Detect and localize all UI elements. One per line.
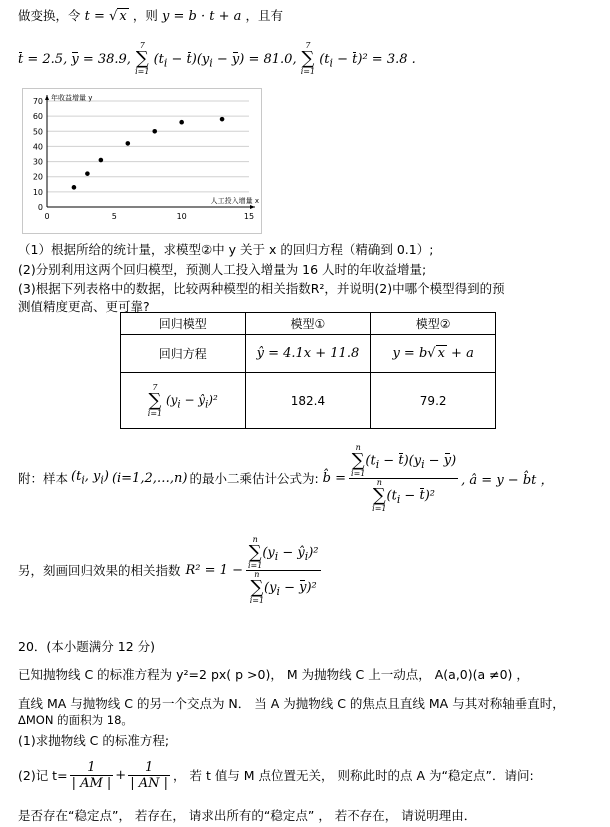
sum2-body: $(t_i - t)^2 = 3.8$ . bbox=[319, 51, 416, 70]
y-tick-label: 10 bbox=[32, 187, 43, 197]
x-tick-label: 15 bbox=[243, 212, 255, 221]
model1-residual: 182.4 bbox=[245, 373, 371, 429]
r2-formula: 另，刻画回归效果的相关指数 R² = 1 − n ∑ i=1 ($y_i$ − $ŷ_i)^2$ n ∑ i=1 $(y_i - y)^2$ bbox=[18, 534, 319, 605]
problem20-p5: (2)记 t= $\frac{1}{| AM |}$ + $\frac{1}{| AN |}$ ， 若 t 值与 M 点位置无关， 则称此时的点 A 为“稳定点”．请问: bbox=[18, 759, 534, 791]
y-tick-label: 0 bbox=[37, 203, 43, 212]
y-tick-label: 60 bbox=[32, 112, 43, 122]
problem20-p2: 直线 MA 与抛物线 C 的另一个交点为 N． 当 A 为抛物线 C 的焦点且直线 MA 与其对称轴垂直时， bbox=[18, 696, 565, 711]
model2-equation: y = b√ x + a bbox=[371, 335, 496, 373]
header-model1: 模型① bbox=[245, 313, 371, 335]
intro-mid: ，则 bbox=[132, 8, 158, 23]
r2-fraction: n ∑ i=1 ($y_i$ − $ŷ_i)^2$ n ∑ i=1 $(y_i - y)^2$ bbox=[247, 534, 319, 605]
x-tick-label: 10 bbox=[176, 212, 187, 221]
question-1: （1）根据所给的统计量，求模型②中 y 关于 x 的回归方程（精确到 0.1）; bbox=[18, 242, 434, 257]
stats-line bbox=[18, 42, 416, 76]
problem20-p3: ΔMON 的面积为 18。 bbox=[18, 713, 133, 727]
y-tick-label: 20 bbox=[32, 172, 43, 182]
question-3b: 测值精度更高、更可靠? bbox=[18, 299, 150, 314]
problem20-p6: 是否存在“稳定点”， 若存在， 请求出所有的“稳定点” ， 若不存在， 请说明理由． bbox=[18, 808, 477, 823]
data-point bbox=[179, 120, 184, 125]
sqrt-x: √ x bbox=[109, 9, 127, 24]
row-residual-label: 7 ∑ i=1 ($y_i$ − $ŷ_i)^2$ bbox=[121, 373, 246, 429]
bhat-fraction: n ∑ i=1 $(t_i - t)(y_i - y)$ n ∑ i=1 $(t_i - t)^2$ bbox=[351, 442, 457, 513]
header-model: 回归模型 bbox=[121, 313, 246, 335]
x-tick-label: 0 bbox=[44, 212, 50, 221]
least-squares-note: 附：样本 ($t_i$, $y_i$) (i=1,2,…,n) 的最小二乘估计公式为: b̂ = n ∑ i=1 $(t_i - t)(y_i - y)$ n ∑ i=1 $(t_i - t)^2$ , â = y − b̂t ， bbox=[18, 442, 554, 513]
x-axis-arrow bbox=[250, 205, 255, 209]
sum2: 7 ∑ i=1 bbox=[300, 41, 316, 76]
data-point bbox=[99, 158, 104, 163]
var-t: t bbox=[84, 9, 90, 24]
y-axis-label: 年收益增量 y bbox=[51, 94, 93, 102]
row-equation-label: 回归方程 bbox=[121, 335, 246, 373]
ybar-stat: y = 38.9, bbox=[71, 51, 131, 67]
data-point bbox=[220, 117, 225, 122]
data-point bbox=[152, 129, 157, 134]
question-2: (2)分别利用这两个回归模型，预测人工投入增量为 16 人时的年收益增量; bbox=[18, 262, 427, 277]
header-model2: 模型② bbox=[371, 313, 496, 335]
model2-residual: 79.2 bbox=[371, 373, 496, 429]
problem20-title: 20．(本小题满分 12 分) bbox=[18, 639, 156, 654]
intro-line bbox=[18, 6, 283, 24]
y-tick-label: 30 bbox=[32, 157, 43, 167]
intro-text: 做变换，令 bbox=[18, 8, 81, 23]
data-point bbox=[72, 185, 77, 190]
data-point bbox=[126, 141, 131, 146]
x-axis-label: 人工投入增量 x bbox=[210, 197, 259, 205]
model-formula: y = b · t + a bbox=[162, 9, 242, 24]
tbar-stat: t = 2.5, bbox=[18, 51, 68, 67]
frac-an: $\frac{1}{| AN |}$ bbox=[130, 759, 168, 791]
frac-am: $\frac{1}{| AM |}$ bbox=[71, 759, 112, 791]
scatter-chart bbox=[22, 88, 262, 234]
chart-svg bbox=[23, 89, 261, 233]
x-tick-label: 5 bbox=[111, 212, 117, 221]
intro-suffix: ，且有 bbox=[245, 8, 284, 23]
model1-equation: ŷ = 4.1x + 11.8 bbox=[245, 335, 371, 373]
y-tick-label: 70 bbox=[32, 97, 43, 106]
equals: = bbox=[94, 9, 105, 24]
question-3a: (3)根据下列表格中的数据，比较两种模型的相关指数R²，并说明(2)中哪个模型得到的预 bbox=[18, 281, 505, 296]
sum1: 7 ∑ i=1 bbox=[135, 41, 150, 76]
problem20-p1: 已知抛物线 C 的标准方程为 y²=2 px( p >0)， M 为抛物线 C 上一动点， A(a,0)(a ≠0) ， bbox=[18, 667, 529, 682]
y-tick-label: 50 bbox=[32, 127, 43, 137]
sum1-body: $(t_i - t)(y_i - y) = 81.0$, bbox=[153, 51, 297, 70]
y-tick-label: 40 bbox=[32, 142, 43, 152]
y-axis-arrow bbox=[45, 95, 49, 100]
problem20-p4: (1)求抛物线 C 的标准方程; bbox=[18, 733, 170, 748]
regression-table bbox=[120, 312, 496, 429]
data-point bbox=[85, 171, 90, 176]
